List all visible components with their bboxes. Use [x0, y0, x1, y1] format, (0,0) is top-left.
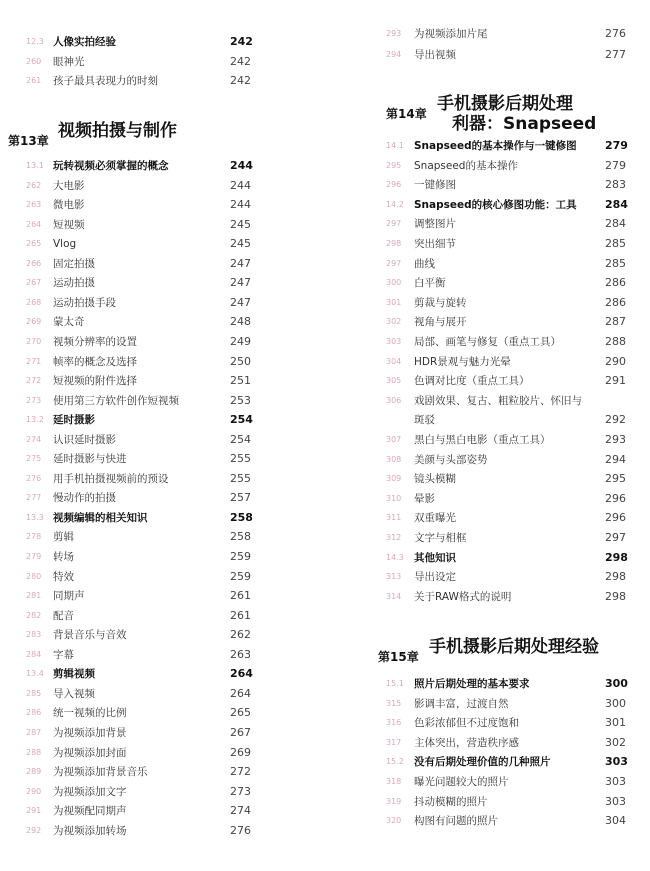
entry-page-number: 267	[230, 725, 251, 739]
entry-page-number: 247	[230, 295, 251, 309]
entry-number: 13.2	[26, 415, 44, 425]
entry-number: 301	[386, 297, 402, 307]
entry-title: Vlog	[53, 238, 77, 251]
entry-page-number: 285	[605, 237, 626, 250]
entry-number: 282	[26, 610, 42, 620]
entry-page-number: 294	[605, 452, 626, 466]
entry-title: 主体突出，营造秩序感	[414, 736, 519, 749]
entry-page-number: 242	[230, 35, 253, 48]
entry-title: 视频编辑的相关知识	[53, 511, 148, 524]
entry-title: 影调丰富，过渡自然	[414, 697, 509, 710]
entry-title: 运动拍摄手段	[53, 296, 116, 309]
entry-title: 其他知识	[414, 551, 456, 564]
entry-page-number: 300	[605, 696, 626, 710]
entry-number: 289	[26, 767, 42, 777]
entry-number: 302	[386, 317, 402, 327]
entry-page-number: 286	[605, 295, 626, 309]
chapter-title: 手机摄影后期处理经验	[429, 637, 599, 657]
entry-number: 277	[26, 493, 42, 503]
entry-title: 晕影	[414, 492, 435, 505]
entry-page-number: 288	[605, 335, 626, 348]
entry-title: 为视频添加背景音乐	[53, 766, 148, 779]
entry-title: 字幕	[53, 648, 74, 661]
entry-page-number: 247	[230, 256, 251, 270]
entry-title: 固定拍摄	[53, 257, 95, 270]
entry-number: 308	[386, 454, 402, 464]
entry-page-number: 254	[230, 413, 253, 427]
entry-number: 271	[26, 356, 42, 366]
entry-page-number: 286	[605, 276, 626, 290]
entry-title: 大电影	[53, 179, 85, 192]
entry-page-number: 291	[605, 374, 626, 388]
entry-page-number: 258	[230, 510, 253, 524]
entry-title: 导出设定	[414, 571, 456, 584]
entry-page-number: 242	[230, 74, 251, 87]
entry-number: 296	[386, 180, 402, 190]
entry-page-number: 245	[230, 237, 251, 251]
entry-number: 264	[26, 219, 42, 229]
entry-page-number: 296	[605, 491, 626, 505]
entry-title: 眼神光	[53, 55, 85, 68]
entry-page-number: 277	[605, 48, 626, 61]
entry-title: 为视频添加文字	[53, 785, 127, 798]
entry-title: 转场	[53, 551, 74, 563]
chapter-number: 第13章	[8, 134, 49, 148]
chapter-number: 第14章	[386, 107, 427, 121]
entry-page-number: 276	[605, 27, 626, 40]
entry-page-number: 283	[605, 178, 626, 192]
entry-page-number: 292	[605, 413, 626, 427]
entry-title: 文字与相框	[414, 532, 467, 544]
entry-page-number: 274	[230, 804, 251, 818]
entry-number: 261	[26, 76, 42, 85]
entry-number: 316	[386, 718, 402, 728]
entry-number: 13.3	[26, 512, 44, 522]
entry-page-number: 261	[230, 589, 251, 603]
entry-number: 319	[386, 796, 402, 806]
entry-page-number: 284	[605, 197, 628, 211]
entry-number: 307	[386, 435, 402, 444]
entry-page-number: 242	[230, 54, 251, 68]
entry-title: 帧率的概念及选择	[53, 355, 137, 368]
entry-number: 293	[386, 29, 402, 38]
entry-title: 导入视频	[53, 687, 95, 700]
entry-number: 286	[26, 708, 42, 718]
entry-page-number: 259	[230, 569, 251, 583]
entry-title: 同期声	[53, 590, 85, 603]
entry-number: 284	[26, 649, 42, 659]
entry-number: 317	[386, 737, 402, 747]
entry-number: 273	[26, 395, 42, 405]
entry-title: 剪裁与旋转	[414, 296, 467, 309]
entry-number: 14.2	[386, 199, 404, 209]
entry-page-number: 301	[605, 716, 626, 730]
entry-page-number: 273	[230, 784, 251, 798]
entry-title: 延时摄影	[53, 414, 95, 427]
entry-number: 281	[26, 591, 42, 601]
entry-page-number: 298	[605, 570, 626, 584]
entry-page-number: 284	[605, 217, 626, 231]
entry-page-number: 248	[230, 315, 251, 329]
entry-title: 斑驳	[414, 414, 435, 427]
entry-title: 统一视频的比例	[53, 707, 127, 720]
entry-number: 14.1	[386, 141, 404, 150]
entry-title: 孩子最具表现力的时刻	[53, 75, 158, 87]
entry-number: 312	[386, 533, 402, 542]
entry-number: 290	[26, 786, 42, 796]
entry-number: 266	[26, 258, 42, 268]
entry-page-number: 303	[605, 755, 628, 769]
entry-title: 色彩浓郁但不过度饱和	[414, 717, 519, 730]
entry-title: 视角与展开	[414, 316, 467, 329]
entry-title: 美颜与头部姿势	[414, 453, 488, 466]
entry-title: 剪辑	[53, 531, 74, 544]
entry-number: 288	[26, 747, 42, 757]
entry-number: 304	[386, 356, 402, 366]
entry-page-number: 293	[605, 433, 626, 446]
entry-title: 曲线	[414, 257, 435, 270]
entry-title: 短视频	[53, 218, 85, 231]
entry-number: 14.3	[386, 552, 404, 562]
entry-page-number: 287	[605, 315, 626, 329]
entry-title: 导出视频	[414, 49, 456, 61]
entry-title: 曝光问题较大的照片	[414, 776, 509, 788]
entry-page-number: 265	[230, 706, 251, 720]
entry-page-number: 247	[230, 276, 251, 290]
entry-title: 配音	[53, 609, 74, 622]
entry-page-number: 254	[230, 432, 251, 446]
entry-title: Snapseed的核心修图功能：工具	[414, 198, 577, 211]
entry-title: 延时摄影与快进	[53, 453, 127, 466]
entry-number: 270	[26, 336, 42, 346]
entry-number: 274	[26, 434, 42, 444]
entry-page-number: 255	[230, 452, 251, 466]
entry-title: 为视频添加背景	[53, 726, 127, 739]
entry-title: 照片后期处理的基本要求	[414, 678, 530, 690]
entry-page-number: 300	[605, 677, 628, 690]
entry-page-number: 296	[605, 511, 626, 525]
entry-title: 没有后期处理价值的几种照片	[414, 756, 551, 769]
entry-number: 310	[386, 493, 402, 503]
entry-number: 320	[386, 816, 402, 826]
entry-title: 调整图片	[414, 218, 456, 231]
entry-number: 13.1	[26, 161, 44, 170]
entry-title: 微电影	[53, 199, 85, 212]
entry-page-number: 298	[605, 589, 626, 603]
entry-number: 262	[26, 180, 42, 190]
entry-number: 272	[26, 376, 42, 386]
entry-title: 一键修图	[414, 179, 456, 192]
entry-title: 蒙太奇	[53, 316, 85, 329]
chapter-title-line1: 手机摄影后期处理	[437, 94, 573, 114]
entry-number: 260	[26, 56, 42, 66]
entry-title: 使用第三方软件创作短视频	[53, 394, 179, 407]
entry-title: 短视频的附件选择	[53, 375, 137, 388]
entry-title: 抖动模糊的照片	[414, 795, 488, 808]
entry-page-number: 253	[230, 393, 251, 407]
entry-page-number: 258	[230, 530, 251, 544]
entry-page-number: 263	[230, 647, 251, 661]
entry-number: 15.2	[386, 757, 404, 767]
entry-page-number: 295	[605, 472, 626, 486]
chapter-number: 第15章	[378, 650, 419, 664]
entry-page-number: 257	[230, 491, 251, 505]
entry-number: 311	[386, 513, 402, 523]
entry-number: 309	[386, 474, 402, 484]
entry-title: 剪辑视频	[53, 668, 95, 681]
entry-page-number: 249	[230, 334, 251, 348]
entry-title: Snapseed的基本操作与一键修图	[414, 140, 577, 152]
entry-page-number: 285	[605, 256, 626, 270]
entry-title: Snapseed的基本操作	[414, 159, 518, 172]
entry-page-number: 279	[605, 158, 626, 172]
entry-page-number: 250	[230, 354, 251, 368]
entry-page-number: 264	[230, 667, 253, 681]
entry-page-number: 269	[230, 745, 251, 759]
entry-number: 297	[386, 219, 402, 229]
entry-page-number: 264	[230, 686, 251, 700]
entry-number: 318	[386, 777, 402, 786]
entry-page-number: 261	[230, 608, 251, 622]
entry-number: 297	[386, 258, 402, 268]
entry-page-number: 303	[605, 775, 626, 788]
entry-number: 278	[26, 532, 42, 542]
entry-number: 283	[26, 630, 42, 640]
entry-number: 303	[386, 337, 402, 346]
entry-number: 291	[26, 806, 42, 816]
entry-title: 戏剧效果、复古、粗粒胶片、怀旧与	[414, 394, 582, 407]
entry-page-number: 244	[230, 178, 251, 192]
entry-title: 慢动作的拍摄	[53, 492, 116, 505]
entry-title: 为视频添加封面	[53, 746, 127, 759]
entry-title: 特效	[53, 570, 74, 583]
entry-title: 玩转视频必须掌握的概念	[53, 160, 169, 172]
entry-number: 287	[26, 727, 42, 737]
entry-page-number: 290	[605, 354, 626, 368]
entry-number: 305	[386, 376, 402, 386]
entry-number: 300	[386, 278, 402, 288]
entry-title: 为视频配同期声	[53, 805, 127, 818]
entry-title: 构图有问题的照片	[414, 815, 498, 828]
entry-number: 263	[26, 200, 42, 210]
entry-page-number: 298	[605, 550, 628, 564]
entry-title: 双重曝光	[414, 512, 456, 525]
entry-title: 为视频添加片尾	[414, 28, 488, 40]
entry-title: 白平衡	[414, 277, 446, 290]
entry-page-number: 262	[230, 628, 251, 642]
entry-number: 265	[26, 239, 42, 249]
entry-page-number: 272	[230, 765, 251, 779]
entry-number: 294	[386, 50, 402, 59]
entry-number: 269	[26, 317, 42, 327]
entry-title: 用手机拍摄视频前的预设	[53, 472, 169, 485]
entry-title: 人像实拍经验	[53, 36, 116, 48]
entry-page-number: 302	[605, 735, 626, 749]
entry-title: 色调对比度（重点工具）	[414, 375, 530, 388]
entry-number: 313	[386, 572, 402, 582]
chapter-title: 视频拍摄与制作	[58, 121, 177, 141]
entry-title: HDR景观与魅力光晕	[414, 355, 511, 368]
entry-title: 背景音乐与音效	[53, 629, 127, 642]
entry-title: 视频分辨率的设置	[53, 335, 137, 348]
entry-number: 13.4	[26, 669, 44, 679]
entry-number: 292	[26, 825, 42, 835]
entry-number: 267	[26, 278, 42, 288]
entry-title: 认识延时摄影	[53, 433, 116, 446]
entry-page-number: 279	[605, 139, 628, 152]
entry-page-number: 255	[230, 471, 251, 485]
entry-page-number: 303	[605, 794, 626, 808]
entry-page-number: 259	[230, 550, 251, 563]
entry-page-number: 245	[230, 217, 251, 231]
entry-number: 268	[26, 297, 42, 307]
entry-number: 306	[386, 395, 402, 405]
entry-number: 314	[386, 591, 402, 601]
entry-title: 局部、画笔与修复（重点工具）	[414, 336, 561, 348]
entry-number: 279	[26, 552, 42, 561]
entry-number: 276	[26, 473, 42, 483]
entry-number: 285	[26, 688, 42, 698]
entry-title: 运动拍摄	[53, 277, 95, 290]
entry-number: 315	[386, 698, 402, 708]
entry-number: 295	[386, 160, 402, 170]
entry-number: 12.3	[26, 37, 44, 46]
entry-page-number: 244	[230, 198, 251, 212]
entry-title: 镜头模糊	[414, 473, 456, 486]
entry-title: 关于RAW格式的说明	[414, 590, 512, 603]
entry-number: 298	[386, 239, 402, 248]
entry-number: 15.1	[386, 679, 404, 688]
entry-page-number: 251	[230, 374, 251, 388]
entry-number: 280	[26, 571, 42, 581]
entry-title: 黑白与黑白电影（重点工具）	[414, 434, 551, 446]
entry-page-number: 297	[605, 531, 626, 544]
chapter-title-line2: 利器：Snapseed	[452, 114, 597, 134]
entry-page-number: 276	[230, 823, 251, 837]
entry-title: 突出细节	[414, 238, 456, 250]
entry-number: 275	[26, 454, 42, 464]
entry-page-number: 304	[605, 814, 626, 828]
entry-page-number: 244	[230, 159, 253, 172]
entry-title: 为视频添加转场	[53, 824, 127, 837]
